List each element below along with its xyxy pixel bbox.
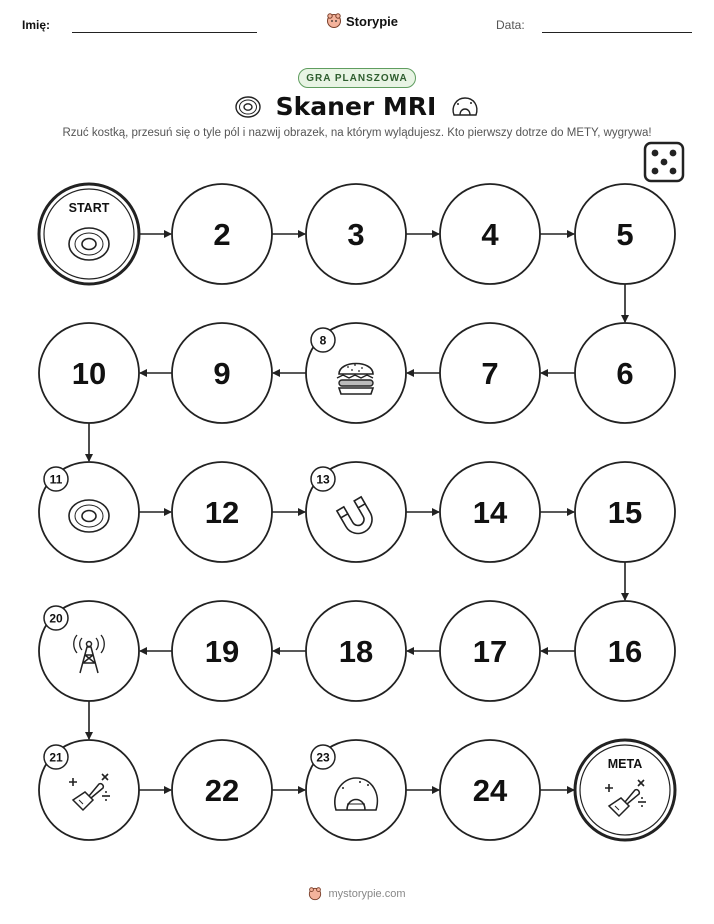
svg-text:23: 23 [316,750,330,765]
board-space-15 [575,462,675,562]
board-space-number: 5 [616,217,634,252]
footer [0,887,714,901]
board-space-20 [39,601,139,701]
board-space-10 [39,323,139,423]
board-space-number: 6 [616,356,634,391]
board-space-number: 22 [204,773,240,808]
category-badge: GRA PLANSZOWA [298,68,416,88]
svg-text:8: 8 [319,333,327,348]
svg-text:11: 11 [49,472,63,487]
board-space-12 [172,462,272,562]
page-title: Skaner MRI [275,92,437,121]
board-space-14 [440,462,540,562]
board-space-number: 3 [347,217,365,252]
board-space-number: 10 [71,356,107,391]
svg-text:13: 13 [316,472,330,487]
board-space-9 [172,323,272,423]
board-space-5 [575,184,675,284]
space-number-badge [44,745,68,769]
board-space-18 [306,601,406,701]
svg-text:21: 21 [49,750,63,765]
board-space-number: 18 [338,634,374,669]
board-space-number: 2 [213,217,231,252]
board-space-number: 12 [204,495,240,530]
mascot-icon [308,887,322,901]
space-number-badge [44,467,68,491]
board-space-24 [440,740,540,840]
board-space-17 [440,601,540,701]
board-space-number: 17 [472,634,508,669]
board-space-8 [306,323,406,423]
board-space-number: 19 [204,634,240,669]
board-space-number: 7 [481,356,499,391]
board-space-number: 9 [213,356,231,391]
board-space-16 [575,601,675,701]
board-space-number: 16 [607,634,643,669]
space-number-badge [44,606,68,630]
board-space-11 [39,462,139,562]
svg-text:20: 20 [49,611,63,626]
space-number-badge [311,328,335,352]
board-space-7 [440,323,540,423]
space-number-badge [311,745,335,769]
space-number-badge [311,467,335,491]
instructions: Rzuć kostką, przesuń się o tyle pól i nazwij obrazek, na którym wylądujesz. Kto pierwszy dotrze do METY, wygrywa! [62,127,652,139]
name-label: Imię: [22,18,51,32]
board-space-23 [306,740,406,840]
board-space-number: 24 [472,773,508,808]
date-label: Data: [496,18,525,32]
board-space-number: 15 [607,495,643,530]
board-space-21 [39,740,139,840]
board-space-22 [172,740,272,840]
board-space-2 [172,184,272,284]
board-space-label: META [607,757,643,771]
board-space-finish [575,740,675,840]
board-space-4 [440,184,540,284]
board-space-6 [575,323,675,423]
board-space-start [39,184,139,284]
brand-name: Storypie [346,13,399,29]
footer-url: mystorypie.com [328,888,406,900]
board-space-label: START [68,201,110,215]
board-space-19 [172,601,272,701]
board-space-13 [306,462,406,562]
board-space-3 [306,184,406,284]
board-space-number: 4 [481,217,499,252]
board-space-number: 14 [472,495,508,530]
